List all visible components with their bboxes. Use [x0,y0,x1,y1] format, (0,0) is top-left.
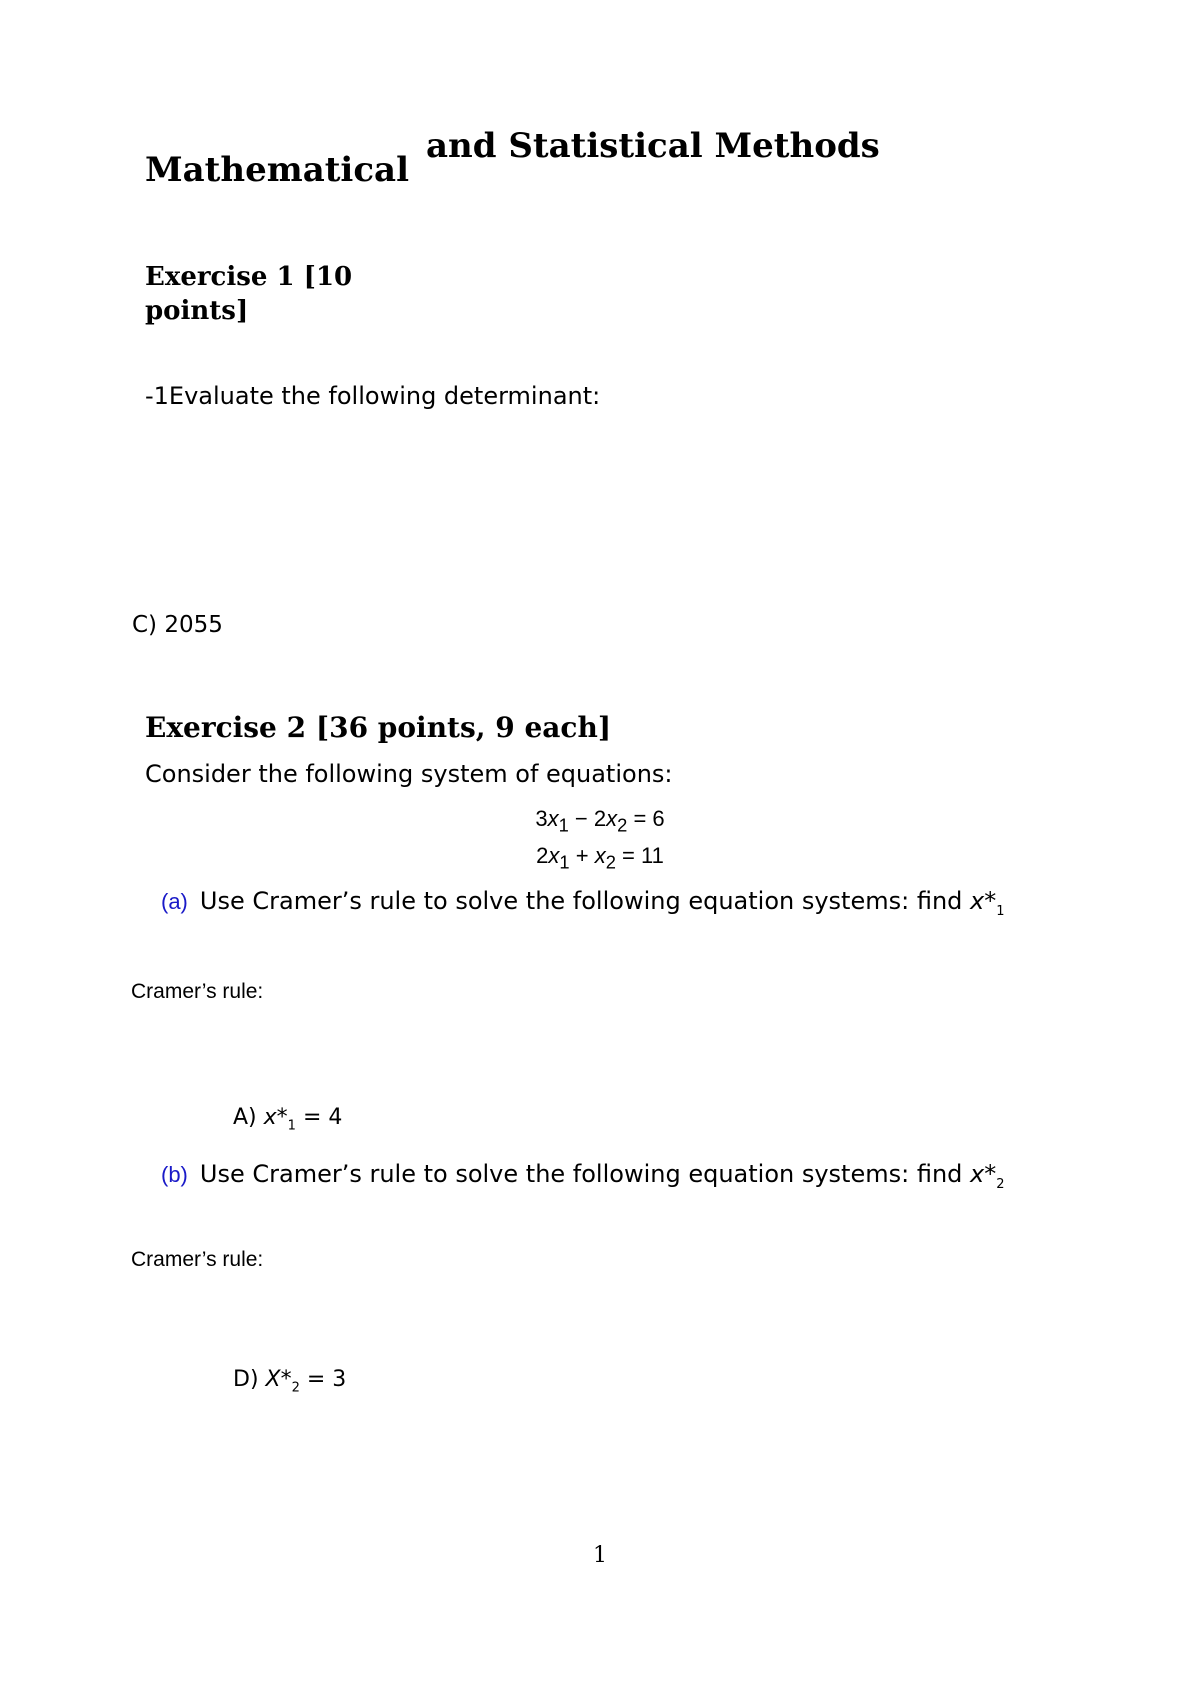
question-b-letter: (b) [161,1162,188,1187]
answer-a: A) $x*_1 = 4$ [233,1105,343,1134]
exercise-1-prompt: -1Evaluate the following determinant: [145,382,601,410]
equation-1: $3x_1 - 2x_2 = 6$ [535,806,665,836]
exercise-1-answer: C) 2055 [132,612,223,638]
title-part-2: and Statistical Methods [426,126,880,166]
exercise-2-intro: Consider the following system of equations: [145,760,673,788]
page-number: 1 [593,1543,607,1568]
cramers-rule-label-a: Cramer’s rule: [131,980,264,1003]
answer-b: D) $X*_2 = 3$ [233,1367,347,1396]
title-part-1: Mathematical [145,150,409,190]
cramers-rule-label-b: Cramer’s rule: [131,1248,264,1271]
question-b-text: Use Cramer’s rule to solve the following equation systems: find [199,1160,971,1188]
exercise-2-heading: Exercise 2 [36 points, 9 each] [145,711,612,744]
question-a-letter: (a) [161,889,188,914]
exercise-1-heading-line-1: Exercise 1 [10 [145,262,353,292]
exercise-1-heading-line-2: points] [145,296,249,326]
equation-2: $2x_1 + x_2 = 11$ [536,843,664,873]
question-a: (a) Use Cramer’s rule to solve the following equation systems: find $x*_1$ [161,887,1005,919]
question-a-text: Use Cramer’s rule to solve the following equation systems: find [199,887,971,915]
question-b: (b) Use Cramer’s rule to solve the following equation systems: find $x*_2$ [161,1160,1005,1192]
